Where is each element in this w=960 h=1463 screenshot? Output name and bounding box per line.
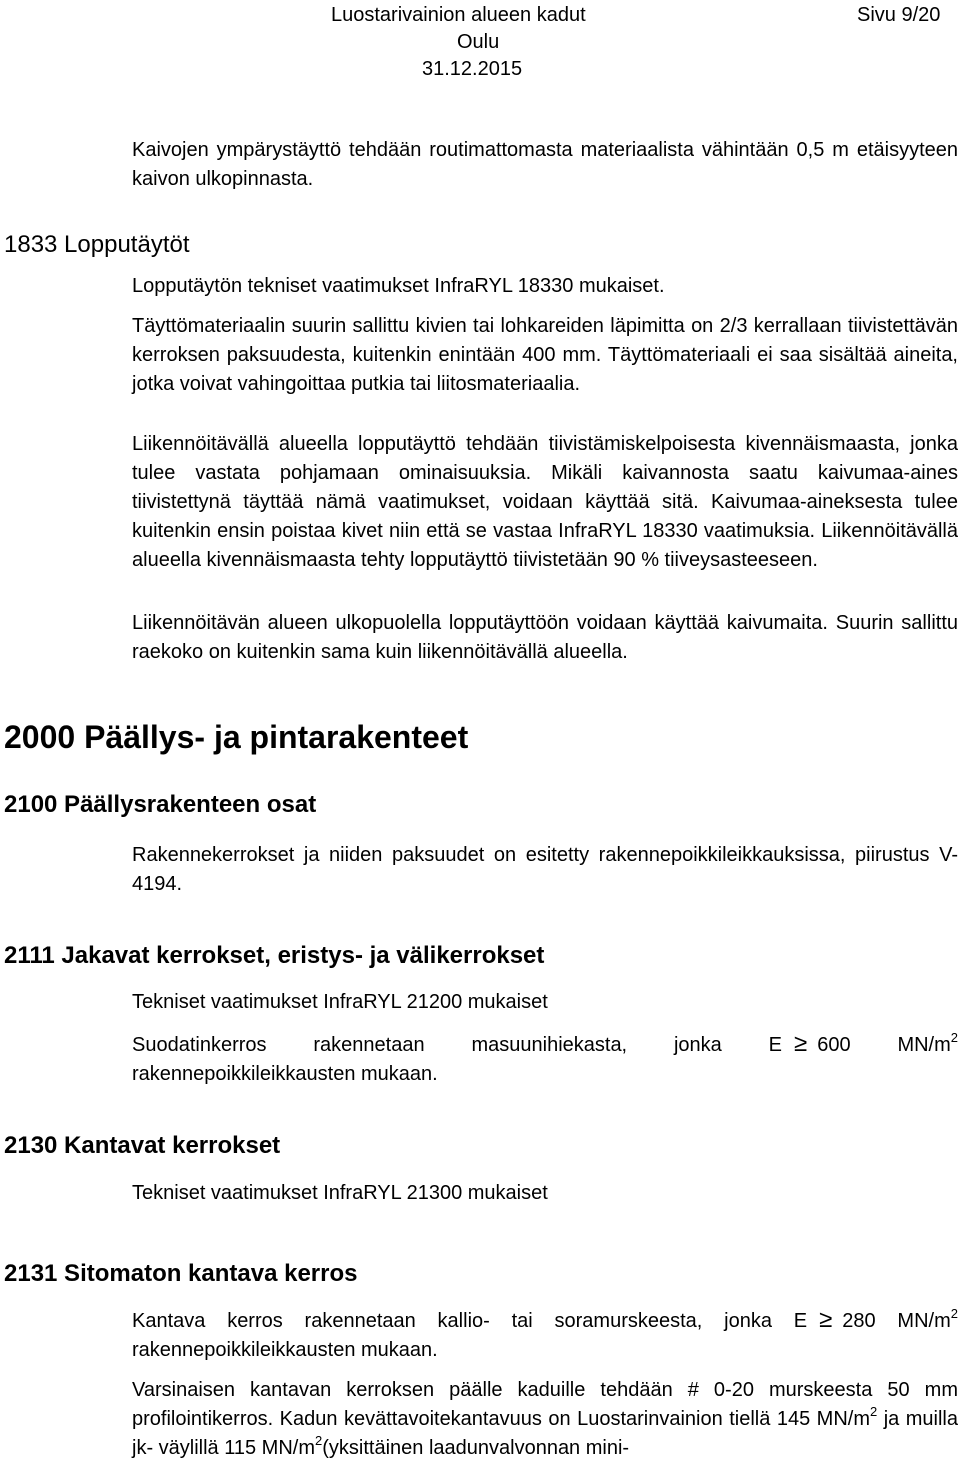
text-span: 280 MN/m [842,1310,951,1332]
section-heading-2131: 2131 Sitomaton kantava kerros [4,1260,358,1287]
superscript: 2 [950,1306,958,1321]
paragraph: Liikennöitävän alueen ulkopuolella lopputäyttöön voidaan käyttää kaivumaita. Suurin sallittu raekoko on kuitenkin sama kuin liikennöitävällä alueella. [132,612,958,663]
paragraph: Lopputäytön tekniset vaatimukset InfraRYL 18330 mukaiset. [132,275,665,297]
paragraph: Täyttömateriaalin suurin sallittu kivien tai lohkareiden läpimitta on 2/3 kerrallaan tiivistettävän kerroksen paksuudesta, kuitenkin enintään 400 mm. Täyttömateriaali ei saa sisältää aineita, jotka voivat vahingoittaa putkia tai liitosmateriaalia. [132,315,958,395]
section-heading-1833: 1833 Lopputäytöt [4,231,190,258]
section-heading-2000: 2000 Päällys- ja pintarakenteet [4,719,469,755]
text-span: Kantava kerros rakennetaan kallio- tai soramurskeesta, jonka E [132,1310,808,1332]
section-heading-2111: 2111 Jakavat kerrokset, eristys- ja välikerrokset [4,942,545,969]
text-span: Varsinaisen kantavan kerroksen päälle kaduille tehdään # 0-20 murskeesta 50 mm profilointikerros. Kadun kevättavoitekantavuus on Luostarinvainion tiellä 145 MN/m [132,1379,958,1430]
paragraph: Tekniset vaatimukset InfraRYL 21300 mukaiset [132,1182,548,1204]
greater-equal-symbol: ≥ [794,1030,808,1057]
text-span: 600 MN/m [817,1034,951,1056]
paragraph [132,1029,958,1089]
section-heading-2130: 2130 Kantavat kerrokset [4,1132,281,1159]
header-city: Oulu [457,31,500,53]
paragraph [132,1376,958,1463]
paragraph: Rakennekerrokset ja niiden paksuudet on esitetty rakennepoikkileikkauksissa, piirustus V-4194. [132,844,958,895]
header-title: Luostarivainion alueen kadut [331,4,586,26]
header-date: 31.12.2015 [422,58,523,80]
text-span: ja muilla jk- väylillä 115 MN/m [132,1408,959,1459]
paragraph: Kaivojen ympärystäyttö tehdään routimattomasta materiaalista vähintään 0,5 m etäisyyteen kaivon ulkopinnasta. [132,139,958,190]
paragraph: Tekniset vaatimukset InfraRYL 21200 mukaiset [132,991,548,1013]
section-heading-2100: 2100 Päällysrakenteen osat [4,791,317,818]
text-span: Suodatinkerros rakennetaan masuunihiekasta, jonka E [132,1034,783,1056]
paragraph [132,1305,958,1365]
text-span: (yksittäinen laadunvalvonnan mini- [322,1437,630,1459]
text-span: rakennepoikkileikkausten mukaan. [132,1339,438,1361]
page-number: Sivu 9/20 [857,4,941,26]
paragraph: Liikennöitävällä alueella lopputäyttö tehdään tiivistämiskelpoisesta kivennäismaasta, jonka tulee vastata pohjamaan ominaisuuksia. Mikäli kaivannosta saatu kaivumaa-aines tiivistettynä täyttää nämä vaatimukset, voidaan käyttää sitä. Kaivumaa-aineksesta tulee kuitenkin ensin poistaa kivet niin että se vastaa InfraRYL 18330 vaatimuksia. Liikennöitävällä alueella kivennäismaasta tehty lopputäyttö tiivistetään 90 % tiiveysasteeseen. [132,433,958,571]
text-span: rakennepoikkileikkausten mukaan. [132,1063,438,1085]
superscript: 2 [870,1404,878,1419]
superscript: 2 [950,1030,959,1045]
greater-equal-symbol: ≥ [819,1306,833,1333]
superscript: 2 [315,1433,323,1448]
